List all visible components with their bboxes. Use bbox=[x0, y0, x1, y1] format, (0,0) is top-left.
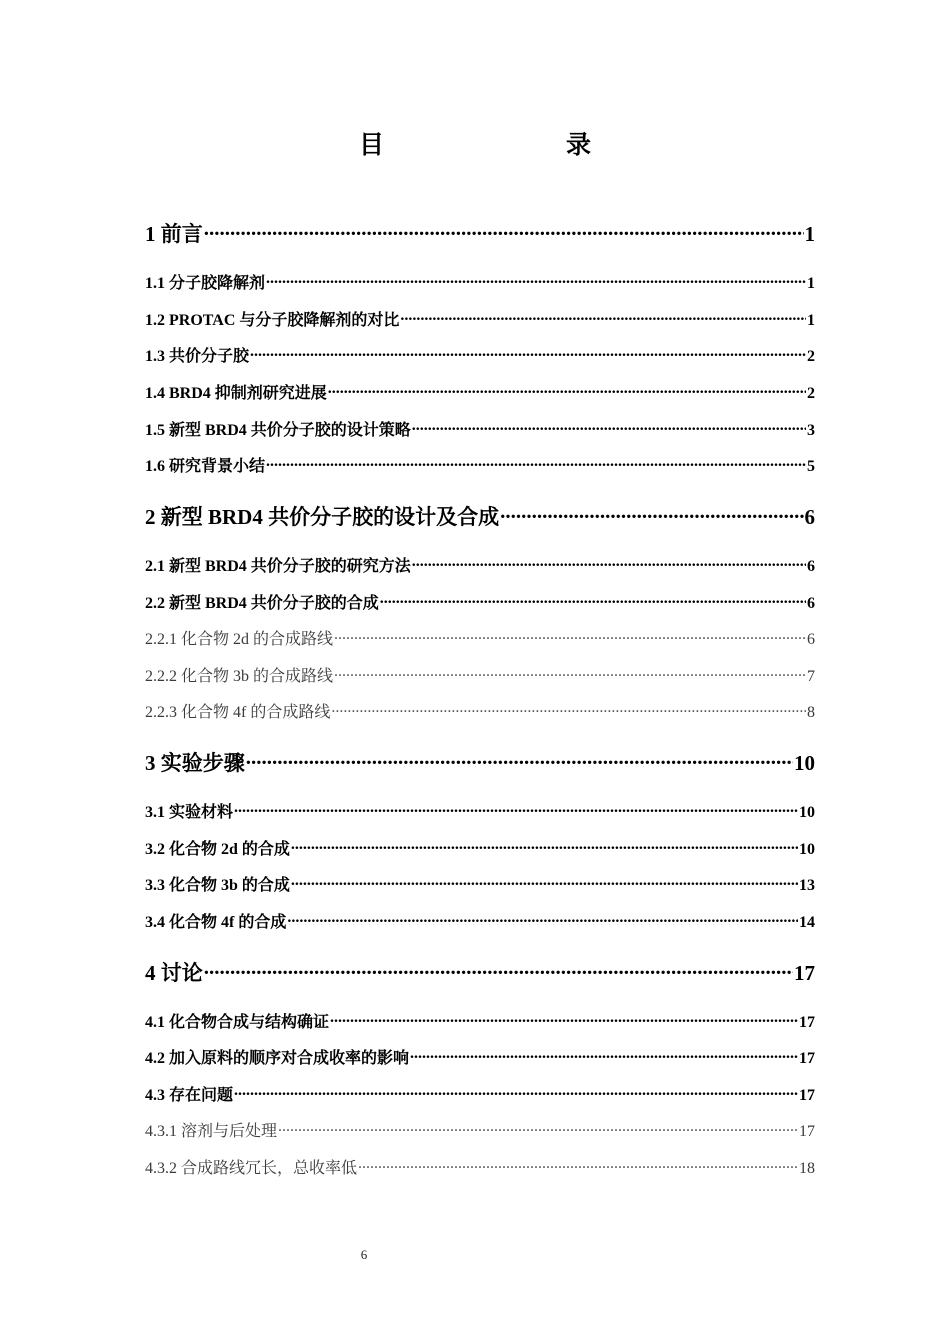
toc-dot-leader bbox=[203, 220, 804, 241]
toc-entry-page-number: 6 bbox=[807, 558, 815, 575]
toc-dot-leader bbox=[245, 749, 793, 770]
toc-dot-leader bbox=[249, 345, 806, 361]
toc-entry-label: 4.3 存在问题 bbox=[145, 1087, 234, 1104]
toc-dot-leader bbox=[333, 665, 806, 681]
toc-dot-leader bbox=[277, 1120, 798, 1136]
toc-entry-label: 2.1 新型 BRD4 共价分子胶的研究方法 bbox=[145, 558, 411, 575]
toc-entry-page-number: 10 bbox=[794, 751, 815, 775]
toc-dot-leader bbox=[330, 701, 806, 717]
toc-entry-page-number: 17 bbox=[799, 1014, 815, 1031]
toc-dot-leader bbox=[290, 874, 798, 890]
toc-entry-label: 1.3 共价分子胶 bbox=[145, 348, 250, 365]
toc-entry-page-number: 17 bbox=[794, 961, 815, 985]
toc-entry-label: 4.2 加入原料的顺序对合成收率的影响 bbox=[145, 1050, 410, 1067]
toc-entry[interactable] bbox=[145, 747, 815, 777]
toc-entry-label: 3.3 化合物 3b 的合成 bbox=[145, 877, 290, 894]
toc-dot-leader bbox=[379, 592, 806, 608]
toc-entry[interactable] bbox=[145, 501, 815, 531]
toc-entry[interactable] bbox=[145, 270, 815, 293]
toc-entry-label: 1.6 研究背景小结 bbox=[145, 458, 266, 475]
toc-entry[interactable] bbox=[145, 872, 815, 895]
toc-dot-leader bbox=[265, 272, 806, 288]
toc-entry-label: 4.3.2 合成路线冗长，总收率低 bbox=[145, 1160, 358, 1177]
toc-entry-label: 1 前言 bbox=[145, 222, 203, 246]
toc-dot-leader bbox=[203, 959, 793, 980]
toc-dot-leader bbox=[286, 911, 798, 927]
toc-entry[interactable] bbox=[145, 417, 815, 440]
toc-entry-label: 2.2.3 化合物 4f 的合成路线 bbox=[145, 704, 331, 721]
toc-entry-label: 1.5 新型 BRD4 共价分子胶的设计策略 bbox=[145, 422, 411, 439]
toc-dot-leader bbox=[290, 838, 798, 854]
toc-entry-label: 3.2 化合物 2d 的合成 bbox=[145, 841, 290, 858]
toc-entry-page-number: 18 bbox=[799, 1160, 815, 1177]
toc-dot-leader bbox=[409, 1047, 798, 1063]
toc-entry[interactable] bbox=[145, 626, 815, 649]
toc-entry-page-number: 2 bbox=[807, 385, 815, 402]
toc-dot-leader bbox=[399, 309, 806, 325]
toc-entry-page-number: 17 bbox=[799, 1123, 815, 1140]
toc-entry-page-number: 2 bbox=[807, 348, 815, 365]
toc-entry-label: 2.2 新型 BRD4 共价分子胶的合成 bbox=[145, 595, 379, 612]
toc-entry-page-number: 1 bbox=[804, 222, 815, 246]
toc-dot-leader bbox=[357, 1157, 798, 1173]
toc-entry-label: 3 实验步骤 bbox=[145, 751, 245, 775]
toc-entry-label: 1.4 BRD4 抑制剂研究进展 bbox=[145, 385, 327, 402]
toc-dot-leader bbox=[233, 1084, 798, 1100]
toc-entry[interactable] bbox=[145, 453, 815, 476]
toc-entry[interactable] bbox=[145, 343, 815, 366]
toc-entry[interactable] bbox=[145, 1082, 815, 1105]
toc-dot-leader bbox=[411, 419, 806, 435]
page-footer-number: 6 bbox=[360, 1247, 368, 1262]
toc-entry-page-number: 13 bbox=[799, 877, 815, 894]
toc-entry-page-number: 7 bbox=[807, 668, 815, 685]
toc-entry-page-number: 1 bbox=[807, 275, 815, 292]
toc-entry[interactable] bbox=[145, 218, 815, 248]
toc-dot-leader bbox=[333, 628, 806, 644]
toc-entry-label: 1.1 分子胶降解剂 bbox=[145, 275, 266, 292]
toc-entry-label: 3.4 化合物 4f 的合成 bbox=[145, 914, 287, 931]
toc-entry-label: 4 讨论 bbox=[145, 961, 203, 985]
toc-entry-page-number: 17 bbox=[799, 1087, 815, 1104]
toc-dot-leader bbox=[411, 555, 806, 571]
toc-entry-page-number: 5 bbox=[807, 458, 815, 475]
toc-entry[interactable] bbox=[145, 380, 815, 403]
toc-entry[interactable] bbox=[145, 1155, 815, 1178]
toc-dot-leader bbox=[265, 455, 806, 471]
toc-entry-label: 2 新型 BRD4 共价分子胶的设计及合成 bbox=[145, 505, 500, 529]
toc-entry[interactable] bbox=[145, 307, 815, 330]
toc-entry-page-number: 10 bbox=[799, 804, 815, 821]
toc-entry-page-number: 8 bbox=[807, 704, 815, 721]
toc-entry-label: 4.3.1 溶剂与后处理 bbox=[145, 1123, 278, 1140]
toc-entry-page-number: 10 bbox=[799, 841, 815, 858]
toc-dot-leader bbox=[329, 1011, 798, 1027]
toc-dot-leader bbox=[327, 382, 806, 398]
toc-entry-page-number: 3 bbox=[807, 422, 815, 439]
toc-entry-label: 4.1 化合物合成与结构确证 bbox=[145, 1014, 330, 1031]
toc-entry-page-number: 17 bbox=[799, 1050, 815, 1067]
toc-dot-leader bbox=[499, 503, 803, 524]
toc-entry-label: 1.2 PROTAC 与分子胶降解剂的对比 bbox=[145, 312, 400, 329]
toc-entry[interactable] bbox=[145, 663, 815, 686]
toc-entry-label: 2.2.1 化合物 2d 的合成路线 bbox=[145, 631, 334, 648]
toc-dot-leader bbox=[233, 801, 798, 817]
toc-entry-page-number: 14 bbox=[799, 914, 815, 931]
toc-title: 目 录 bbox=[358, 132, 635, 159]
toc-entry[interactable] bbox=[145, 590, 815, 613]
toc-entry-page-number: 6 bbox=[804, 505, 815, 529]
toc-entry-page-number: 1 bbox=[807, 312, 815, 329]
toc-entry[interactable] bbox=[145, 1118, 815, 1141]
toc-entry[interactable] bbox=[145, 1045, 815, 1068]
toc-entry[interactable] bbox=[145, 836, 815, 859]
toc-entry-page-number: 6 bbox=[807, 631, 815, 648]
toc-entry[interactable] bbox=[145, 1009, 815, 1032]
toc-entry[interactable] bbox=[145, 553, 815, 576]
toc-entry[interactable] bbox=[145, 799, 815, 822]
toc-entry[interactable] bbox=[145, 699, 815, 722]
toc-entry-label: 3.1 实验材料 bbox=[145, 804, 234, 821]
toc-entry-page-number: 6 bbox=[807, 595, 815, 612]
toc-entry[interactable] bbox=[145, 909, 815, 932]
toc-entry-label: 2.2.2 化合物 3b 的合成路线 bbox=[145, 668, 334, 685]
toc-entry[interactable] bbox=[145, 957, 815, 987]
